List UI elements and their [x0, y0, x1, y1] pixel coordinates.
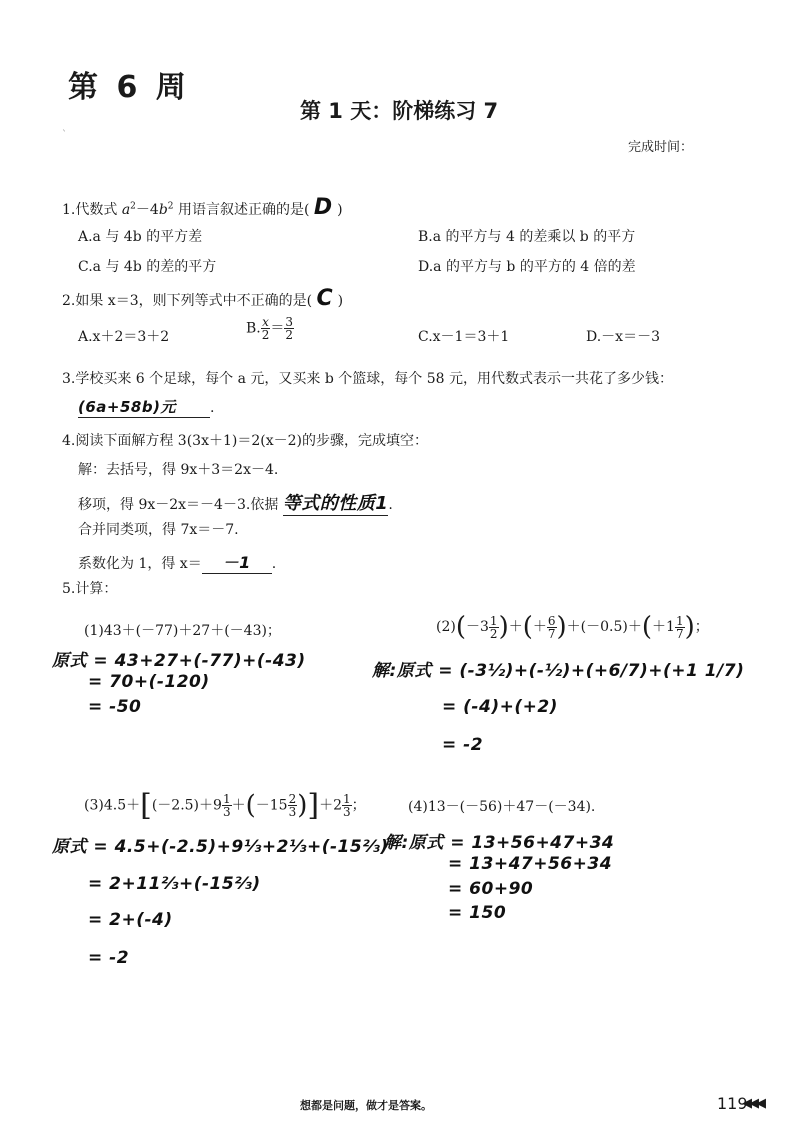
footer-motto: 想都是问题，做才是答案。: [300, 1099, 432, 1112]
q5-p1-work-2: = 70+(-120): [88, 672, 210, 692]
q5-part-3-label: (3)4.5＋: [84, 797, 141, 814]
q2-close: ): [337, 293, 344, 309]
q3-end: .: [210, 400, 215, 416]
q5-part-2-label: (2): [436, 619, 456, 635]
q5-p4-work-4: = 150: [448, 903, 507, 923]
q2-stem: 如果 x＝3，则下列等式中不正确的是(: [75, 293, 313, 309]
q2-number: 2.: [62, 293, 76, 309]
question-4: 4.阅读下面解方程 3(3x＋1)＝2(x－2)的步骤，完成填空：: [62, 433, 428, 449]
week-label: 第 6 周: [68, 70, 190, 105]
q2-option-d: D.－x＝－3: [586, 329, 660, 345]
q4-end-4: .: [271, 556, 277, 572]
q5-part-2: (2)(－3 $\frac{1}{2}$ )＋(＋ $\frac{6}{7}$ )＋(－0.5)＋(＋1 $\frac{1}{7}$ )；: [436, 612, 709, 642]
q2-option-b-label: B.: [246, 320, 261, 337]
question-1: [62, 195, 343, 220]
q5-part-4: (4)13－(－56)＋47－(－34).: [408, 799, 596, 815]
q4-line-1: 解：去括号，得 9x＋3＝2x－4.: [78, 462, 279, 478]
q2-option-b: B. $\frac{x}{2}$ ＝ $\frac{3}{2}$: [246, 315, 294, 342]
scan-mark: `: [62, 130, 67, 141]
q2-option-a: A.x＋2＝3＋2: [78, 329, 170, 345]
q5-p2-work-3: = -2: [442, 735, 484, 755]
q5-p3-work-3: = 2+(-4): [88, 910, 173, 930]
q4-line-2-text: 移项，得 9x－2x＝－4－3.依据: [78, 497, 279, 513]
q5-p4-work-1: 解:原式 = 13+56+47+34: [384, 833, 615, 853]
q5-p3-work-2: = 2+11⅔+(-15⅔): [88, 874, 261, 894]
q1-number: 1.: [62, 202, 76, 218]
q1-close: ): [337, 202, 343, 218]
q5-p3-work-1: 原式 = 4.5+(-2.5)+9⅓+2⅓+(-15⅔): [52, 837, 389, 857]
q4-answer-2: 等式的性质1: [283, 489, 389, 516]
q4-answer-4: －1: [202, 550, 272, 574]
q5-p4-work-3: = 60+90: [448, 879, 534, 899]
q5-p4-work-2: = 13+47+56+34: [448, 854, 613, 874]
q1-option-a: A.a 与 4b 的平方差: [78, 229, 203, 245]
q1-option-c: C.a 与 4b 的差的平方: [78, 259, 217, 275]
question-2: [62, 286, 343, 311]
page-arrow-icon: ◀◀◀: [742, 1096, 763, 1111]
q1-stem: 用语言叙述正确的是(: [177, 202, 310, 218]
q2-answer: C: [316, 286, 334, 311]
q5-p1-work-1: 原式 = 43+27+(-77)+(-43): [52, 651, 306, 671]
q5-p2-work-1: 解:原式 = (-3½)+(-½)+(+6/7)+(+1 1/7): [372, 661, 745, 681]
q3-answer-line: [78, 396, 214, 418]
q5-part-1: (1)43＋(－77)＋27＋(－43)；: [84, 623, 281, 639]
q4-line-4: [78, 550, 276, 574]
q5-p1-work-3: = -50: [88, 697, 142, 717]
q3-answer: (6a+58b)元: [78, 396, 210, 418]
q2-option-c: C.x－1＝3＋1: [418, 329, 510, 345]
q4-line-3: 合并同类项，得 7x＝－7.: [78, 522, 239, 538]
completion-time-label: 完成时间：: [628, 140, 694, 155]
page-number: 119: [717, 1094, 748, 1113]
q4-line-2: [78, 489, 393, 516]
question-3: 3.学校买来 6 个足球，每个 a 元，又买来 b 个篮球，每个 58 元，用代数式表示一共花了多少钱：: [62, 371, 673, 387]
question-5-title: 5.计算：: [62, 581, 118, 597]
q1-answer: D: [313, 195, 333, 220]
day-title: 第 1 天：阶梯练习 7: [300, 99, 499, 123]
q1-option-d: D.a 的平方与 b 的平方的 4 倍的差: [418, 259, 636, 275]
q5-p2-work-2: = (-4)+(+2): [442, 697, 558, 717]
q5-part-3: (3)4.5＋[(－2.5)＋9 $\frac{1}{3}$ ＋(－15 $\frac{2}{3}$ )]＋2 $\frac{1}{3}$ ；: [84, 788, 366, 823]
q1-option-b: B.a 的平方与 4 的差乘以 b 的平方: [418, 229, 636, 245]
q5-p3-work-4: = -2: [88, 948, 130, 968]
q4-line-4-text: 系数化为 1，得 x＝: [78, 556, 202, 572]
q4-end-2: .: [388, 497, 393, 513]
q1-expr: 代数式 $a^2-4b^2$: [75, 201, 174, 218]
